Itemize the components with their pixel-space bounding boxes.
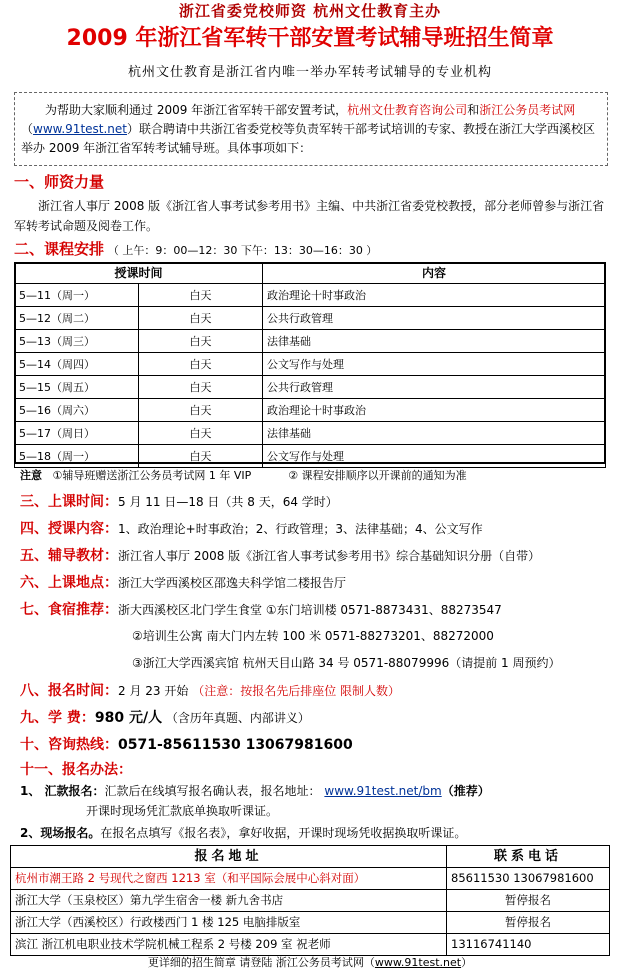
table-row bbox=[15, 330, 606, 353]
cell-date: 5—12（周二） bbox=[15, 307, 139, 330]
intro-box bbox=[14, 92, 608, 166]
section-heading: 五、辅导教材： bbox=[20, 548, 118, 564]
cell-content: 法律基础 bbox=[263, 330, 606, 353]
class-time-row bbox=[20, 495, 338, 509]
course-content-value: 1、政治理论+时事政治；2、行政管理；3、法律基础；4、公文写作 bbox=[118, 522, 483, 536]
table-row bbox=[15, 399, 606, 422]
cell-phone: 85611530 13067981600 bbox=[447, 868, 610, 890]
lodging-row bbox=[20, 603, 502, 617]
cell-content: 政治理论十时事政治 bbox=[263, 284, 606, 307]
schedule-note bbox=[20, 470, 467, 481]
page-subtitle: 杭州文仕教育是浙江省内唯一举办军转考试辅导的专业机构 bbox=[127, 65, 492, 80]
table-header-row bbox=[15, 263, 606, 284]
location-row bbox=[20, 576, 346, 590]
intro-text: 为帮助大家顺利通过 2009 年浙江省军转干部安置考试， bbox=[45, 103, 348, 117]
site-link[interactable]: www.91test.net bbox=[33, 122, 127, 136]
cell-period: 白天 bbox=[139, 445, 263, 468]
tuition-row bbox=[20, 711, 310, 725]
signup-time-row bbox=[20, 684, 400, 698]
footer bbox=[0, 957, 620, 968]
onsite-signup-row bbox=[20, 827, 466, 839]
hotline-row bbox=[20, 738, 353, 752]
class-hours: （ 上午：9：00—12：30 下午：13：30—16：30 ） bbox=[107, 244, 378, 257]
section-heading: 四、授课内容： bbox=[20, 521, 118, 537]
location-value: 浙江大学西溪校区邵逸夫科学馆二楼报告厅 bbox=[118, 576, 347, 590]
section-heading: 二、课程安排 bbox=[14, 240, 105, 258]
org-name-2: 浙江公务员考试网 bbox=[479, 103, 576, 117]
remit-label: 1、 汇款报名： bbox=[20, 784, 105, 798]
cell-period: 白天 bbox=[139, 284, 263, 307]
cell-date: 5—18（周一） bbox=[15, 445, 139, 468]
signup-link[interactable]: www.91test.net/bm bbox=[324, 784, 442, 798]
note-1: ①辅导班赠送浙江公务员考试网 1 年 VIP bbox=[52, 469, 252, 482]
cell-address: 滨江 浙江机电职业技术学院机械工程系 2 号楼 209 室 祝老师 bbox=[11, 934, 447, 956]
cell-phone: 暂停报名 bbox=[447, 912, 610, 934]
cell-period: 白天 bbox=[139, 376, 263, 399]
cell-address: 浙江大学（西溪校区）行政楼西门 1 楼 125 电脑排版室 bbox=[11, 912, 447, 934]
cell-date: 5—15（周五） bbox=[15, 376, 139, 399]
table-row bbox=[15, 284, 606, 307]
course-content-row bbox=[20, 522, 483, 536]
footer-text: 更详细的招生简章 请登陆 浙江公务员考试网（ bbox=[147, 956, 375, 969]
table-row bbox=[15, 307, 606, 330]
recommend-tag: （推荐） bbox=[441, 784, 490, 798]
table-row bbox=[11, 890, 610, 912]
cell-date: 5—14（周四） bbox=[15, 353, 139, 376]
remit-signup-row bbox=[20, 785, 490, 797]
signup-warning: （注意：按报名先后排座位 限制人数） bbox=[192, 684, 401, 698]
lodging-line-3: ③浙江大学西溪宾馆 杭州天目山路 34 号 0571-88079996（请提前 1 周预约） bbox=[132, 656, 561, 670]
cell-period: 白天 bbox=[139, 307, 263, 330]
signup-time-value: 2 月 23 开始 bbox=[118, 684, 189, 698]
col-header-content: 内容 bbox=[263, 263, 606, 284]
paren: （ bbox=[21, 122, 34, 136]
lodging-line-2: ②培训生公寓 南大门内左转 100 米 0571-88273201、88272000 bbox=[132, 629, 494, 643]
section-heading: 七、食宿推荐： bbox=[20, 602, 118, 618]
table-row bbox=[11, 934, 610, 956]
col-header-phone: 联系电话 bbox=[447, 846, 610, 868]
cell-content: 公共行政管理 bbox=[263, 307, 606, 330]
note-2: ② 课程安排顺序以开课前的通知为准 bbox=[288, 469, 467, 482]
cell-content: 法律基础 bbox=[263, 422, 606, 445]
cell-content: 公文写作与处理 bbox=[263, 353, 606, 376]
cell-phone: 13116741140 bbox=[447, 934, 610, 956]
col-header-address: 报名地址 bbox=[11, 846, 447, 868]
section-heading: 一、师资力量 bbox=[14, 173, 105, 191]
footer-paren: ） bbox=[461, 956, 473, 969]
section-heading: 八、报名时间： bbox=[20, 683, 118, 699]
schedule-table bbox=[14, 262, 606, 468]
table-row bbox=[15, 422, 606, 445]
intro-text-2: 联合聘请中共浙江省委党校等负责军转干部考试培训的专家、教授在浙江大学西溪校区举办 2009 年浙江省军转考试辅导班。具体事项如下： bbox=[21, 122, 596, 155]
tuition-price: 980 元/人 bbox=[94, 710, 163, 726]
table-row bbox=[15, 376, 606, 399]
cell-phone: 暂停报名 bbox=[447, 890, 610, 912]
table-row bbox=[15, 445, 606, 468]
cell-content: 政治理论十时事政治 bbox=[263, 399, 606, 422]
hotline-number: 0571-85611530 13067981600 bbox=[118, 737, 353, 753]
table-row bbox=[11, 868, 610, 890]
registration-table bbox=[10, 845, 610, 956]
lodging-line-1: 浙大西溪校区北门学生食堂 ①东门培训楼 0571-8873431、88273547 bbox=[118, 603, 502, 617]
footer-link[interactable]: www.91test.net bbox=[374, 956, 462, 969]
table-row bbox=[15, 353, 606, 376]
cell-content: 公共行政管理 bbox=[263, 376, 606, 399]
paren: ） bbox=[127, 122, 140, 136]
page-title: 2009 年浙江省军转干部安置考试辅导班招生简章 bbox=[66, 26, 554, 51]
cell-period: 白天 bbox=[139, 330, 263, 353]
cell-period: 白天 bbox=[139, 399, 263, 422]
textbook-value: 浙江省人事厅 2008 版《浙江省人事考试参考用书》综合基础知识分册（自带） bbox=[118, 549, 541, 563]
cell-period: 白天 bbox=[139, 353, 263, 376]
cell-period: 白天 bbox=[139, 422, 263, 445]
top-banner: 浙江省委党校师资 杭州文仕教育主办 bbox=[178, 2, 442, 20]
cell-date: 5—17（周日） bbox=[15, 422, 139, 445]
table-row bbox=[11, 912, 610, 934]
cell-date: 5—16（周六） bbox=[15, 399, 139, 422]
onsite-label: 2、现场报名。 bbox=[20, 826, 101, 840]
note-label: 注意 bbox=[20, 469, 42, 482]
faculty-text: 浙江省人事厅 2008 版《浙江省人事考试参考用书》主编、中共浙江省委党校教授，部分老师曾参与浙江省军转考试命题及阅卷工作。 bbox=[14, 199, 605, 233]
cell-date: 5—11（周一） bbox=[15, 284, 139, 307]
section-heading: 三、上课时间： bbox=[20, 494, 118, 510]
cell-content: 公文写作与处理 bbox=[263, 445, 606, 468]
tuition-note: （含历年真题、内部讲义） bbox=[165, 711, 310, 725]
table-header-row bbox=[11, 846, 610, 868]
cell-date: 5—13（周三） bbox=[15, 330, 139, 353]
section-heading: 六、上课地点： bbox=[20, 575, 118, 591]
cell-address: 浙江大学（玉泉校区）第九学生宿舍一楼 新九舍书店 bbox=[11, 890, 447, 912]
intro-and: 和 bbox=[467, 103, 480, 117]
org-name-1: 杭州文仕教育咨询公司 bbox=[347, 103, 468, 117]
textbook-row bbox=[20, 549, 540, 563]
section-heading: 九、学 费： bbox=[20, 710, 95, 726]
class-time-value: 5 月 11 日—18 日（共 8 天，64 学时） bbox=[118, 495, 338, 509]
onsite-text: 在报名点填写《报名表》，拿好收据，开课时现场凭收据换取听课证。 bbox=[100, 826, 467, 840]
remit-text: 汇款后在线填写报名确认表，报名地址： bbox=[104, 784, 321, 798]
cell-address: 杭州市潮王路 2 号现代之窗西 1213 室（和平国际会展中心斜对面） bbox=[11, 868, 447, 890]
col-header-time: 授课时间 bbox=[15, 263, 263, 284]
section-heading: 十一、报名办法： bbox=[20, 762, 132, 778]
remit-line-2: 开课时现场凭汇款底单换取听课证。 bbox=[86, 804, 279, 818]
section-heading: 十、咨询热线： bbox=[20, 737, 118, 753]
